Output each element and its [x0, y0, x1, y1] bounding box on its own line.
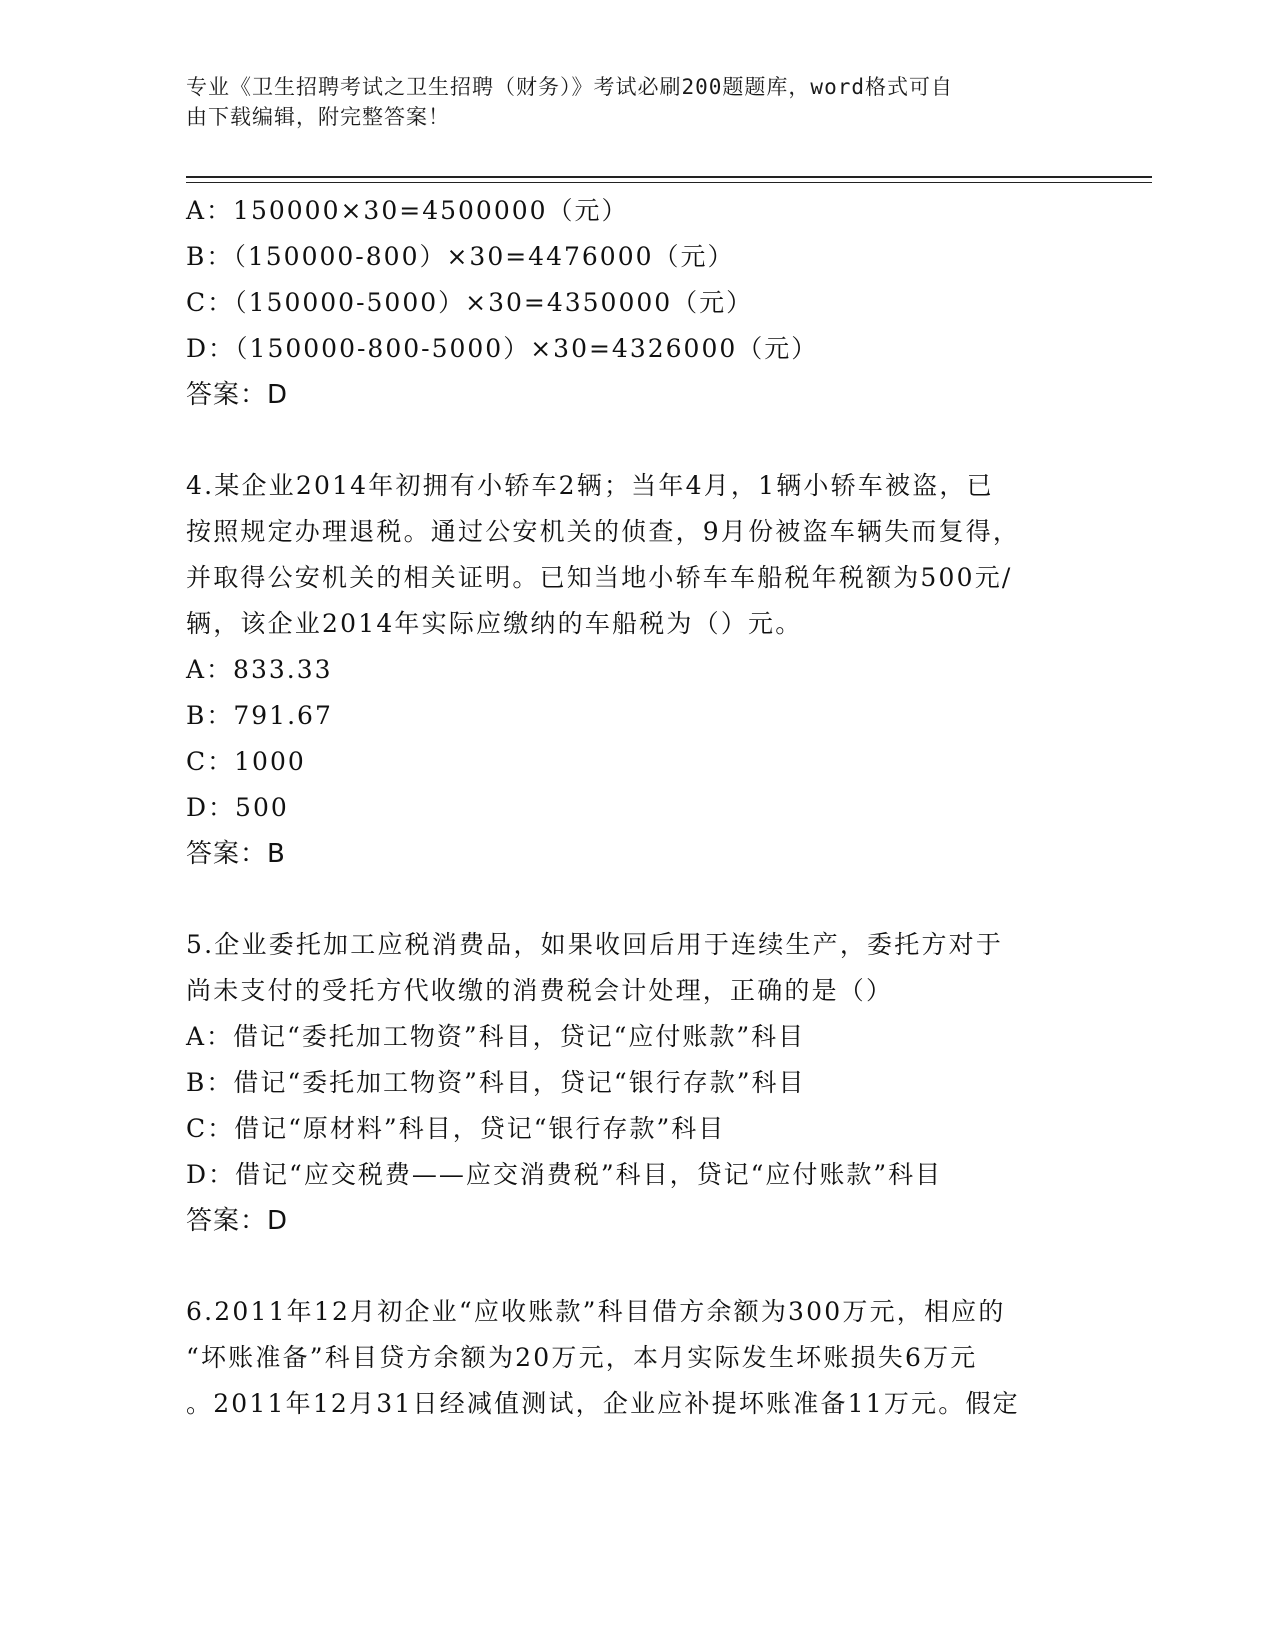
- page-header: [186, 72, 1066, 132]
- question-stem-line: 5.企业委托加工应税消费品，如果收回后用于连续生产，委托方对于: [186, 930, 1004, 959]
- question-stem-line: 6.2011年12月初企业“应收账款”科目借方余额为300万元，相应的: [186, 1297, 1006, 1326]
- option-c: C：1000: [186, 747, 306, 776]
- option-d: D：500: [186, 793, 289, 822]
- question-5: [186, 922, 1086, 1244]
- header-divider-thick: [186, 176, 1152, 178]
- option-a: A：借记“委托加工物资”科目，贷记“应付账款”科目: [186, 1022, 806, 1051]
- answer: 答案：D: [186, 380, 289, 410]
- option-a: A：150000×30=4500000（元）: [186, 196, 629, 225]
- question-stem-line: “坏账准备”科目贷方余额为20万元，本月实际发生坏账损失6万元: [186, 1343, 978, 1372]
- option-c: C：（150000-5000）×30=4350000（元）: [186, 288, 754, 317]
- option-b: B：借记“委托加工物资”科目，贷记“银行存款”科目: [186, 1068, 806, 1097]
- question-stem-line: 4.某企业2014年初拥有小轿车2辆；当年4月，1辆小轿车被盗，已: [186, 471, 994, 500]
- question-stem-line: 。2011年12月31日经减值测试，企业应补提坏账准备11万元。假定: [186, 1389, 1020, 1418]
- header-divider-thin: [186, 182, 1152, 183]
- question-6: [186, 1289, 1086, 1427]
- question-stem-line: 按照规定办理退税。通过公安机关的侦查，9月份被盗车辆失而复得，: [186, 517, 1021, 546]
- answer: 答案：D: [186, 1206, 289, 1236]
- question-stem-line: 并取得公安机关的相关证明。已知当地小轿车车船税年税额为500元/: [186, 563, 1013, 592]
- option-d: D：借记“应交税费——应交消费税”科目，贷记“应付账款”科目: [186, 1160, 943, 1189]
- option-c: C：借记“原材料”科目，贷记“银行存款”科目: [186, 1114, 726, 1143]
- answer: 答案：B: [186, 839, 286, 869]
- question-stem-line: 尚未支付的受托方代收缴的消费税会计处理，正确的是（）: [186, 976, 894, 1005]
- header-line-1: 专业《卫生招聘考试之卫生招聘（财务）》考试必刷200题题库，word格式可自: [186, 75, 953, 99]
- question-4: [186, 463, 1086, 877]
- option-b: B：791.67: [186, 701, 333, 730]
- option-d: D：（150000-800-5000）×30=4326000（元）: [186, 334, 819, 363]
- question-stem-line: 辆，该企业2014年实际应缴纳的车船税为（）元。: [186, 609, 803, 638]
- header-line-2: 由下载编辑，附完整答案！: [186, 105, 450, 129]
- question-3: [186, 188, 1086, 418]
- option-b: B：（150000-800）×30=4476000（元）: [186, 242, 735, 271]
- option-a: A：833.33: [186, 655, 333, 684]
- question-content: [186, 188, 1086, 1427]
